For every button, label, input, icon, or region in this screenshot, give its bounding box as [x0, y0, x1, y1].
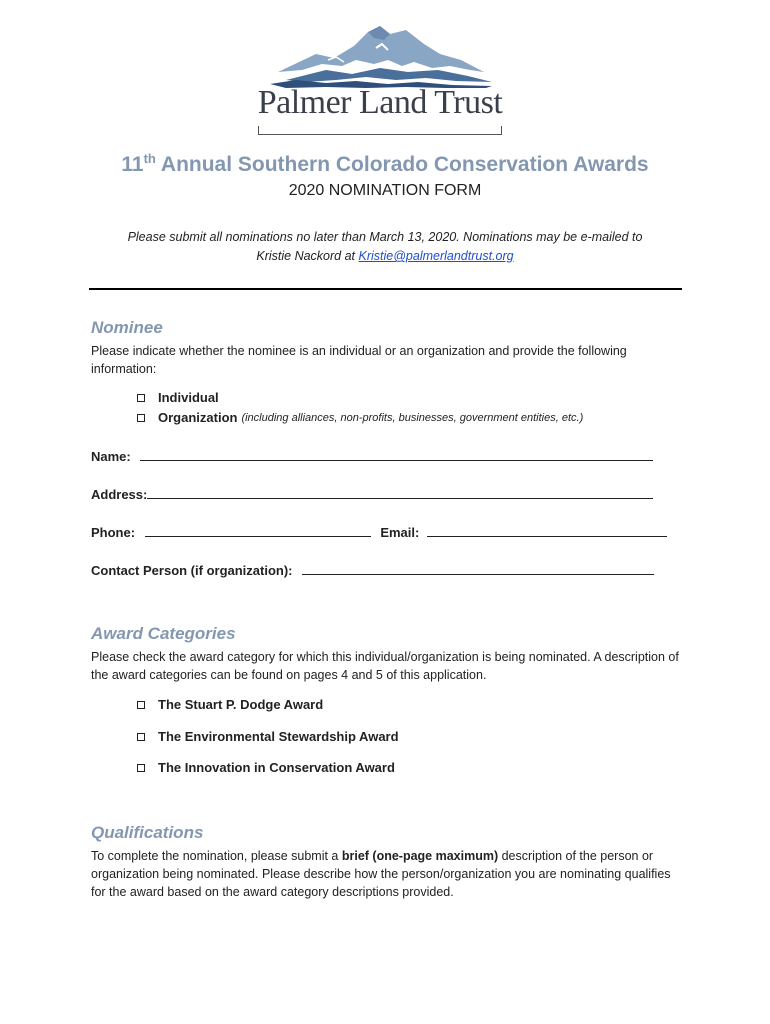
- checkbox-innovation-award[interactable]: [137, 764, 145, 772]
- qualifications-text-bold: brief (one-page maximum): [341, 849, 499, 863]
- option-organization[interactable]: [137, 410, 583, 425]
- title-number: 11: [121, 153, 144, 176]
- email-label: Email:: [380, 525, 420, 540]
- address-label: Address:: [91, 487, 148, 502]
- page-title: [0, 151, 770, 177]
- header-divider: [89, 288, 682, 290]
- award-categories-heading: Award Categories: [91, 624, 236, 643]
- email-input-line[interactable]: [427, 524, 667, 537]
- contact-email-link[interactable]: Kristie@palmerlandtrust.org: [358, 249, 514, 263]
- phone-email-field[interactable]: [91, 524, 667, 540]
- title-text: Annual Southern Colorado Conservation Awards: [155, 153, 649, 176]
- submission-instructions: [100, 228, 670, 266]
- intro-line-1: Please submit all nominations no later than March 13, 2020. Nominations may be e-mailed to: [127, 230, 643, 244]
- qualifications-text-start: To complete the nomination, please submit a: [91, 849, 342, 863]
- address-field[interactable]: [91, 486, 653, 502]
- option-organization-note: (including alliances, non-profits, businesses, government entities, etc.): [241, 411, 584, 424]
- qualifications-text-end: description of the person or organization being nominated. Please describe how the person/organization you are nominating qualifies for the award based on the award category descriptions provided.: [91, 849, 671, 899]
- name-input-line[interactable]: [140, 448, 653, 461]
- award-option-stewardship-label: The Environmental Stewardship Award: [158, 729, 399, 744]
- intro-line-2: [100, 247, 670, 266]
- award-categories-description: Please check the award category for which this individual/organization is being nominated. A description of the award categories can be found on pages 4 and 5 of this application.: [91, 650, 679, 682]
- nominee-description: Please indicate whether the nominee is an individual or an organization and provide the following information:: [91, 344, 627, 376]
- contact-person-field[interactable]: [91, 562, 654, 578]
- award-option-innovation-label: The Innovation in Conservation Award: [158, 760, 395, 775]
- checkbox-individual[interactable]: [137, 394, 145, 402]
- palmer-land-trust-logo: [256, 24, 504, 124]
- award-option-stewardship[interactable]: [137, 729, 399, 744]
- contact-person-label: Contact Person (if organization):: [91, 563, 293, 578]
- title-ordinal: th: [143, 151, 156, 166]
- option-organization-label: Organization: [158, 410, 238, 425]
- checkbox-dodge-award[interactable]: [137, 701, 145, 709]
- checkbox-organization[interactable]: [137, 414, 145, 422]
- award-option-dodge[interactable]: [137, 697, 323, 712]
- address-input-line[interactable]: [147, 486, 653, 499]
- qualifications-description: [91, 847, 681, 901]
- qualifications-heading: Qualifications: [91, 823, 204, 842]
- logo-underline: [258, 134, 502, 135]
- nominee-heading: Nominee: [91, 318, 163, 337]
- name-label: Name:: [91, 449, 131, 464]
- award-option-dodge-label: The Stuart P. Dodge Award: [158, 697, 324, 712]
- logo-tick-left: [258, 126, 259, 135]
- form-subtitle: 2020 NOMINATION FORM: [288, 182, 482, 199]
- mountain-logo-icon: [256, 24, 504, 92]
- contact-person-input-line[interactable]: [302, 562, 654, 575]
- logo-org-name: Palmer Land Trust: [257, 84, 503, 121]
- phone-label: Phone:: [91, 525, 136, 540]
- checkbox-stewardship-award[interactable]: [137, 733, 145, 741]
- option-individual-label: Individual: [158, 390, 219, 405]
- logo-tick-right: [501, 126, 502, 135]
- phone-input-line[interactable]: [145, 524, 371, 537]
- name-field[interactable]: [91, 448, 653, 464]
- option-individual[interactable]: [137, 390, 219, 405]
- intro-line-2-prefix: Kristie Nackord at: [256, 249, 359, 263]
- award-option-innovation[interactable]: [137, 760, 395, 775]
